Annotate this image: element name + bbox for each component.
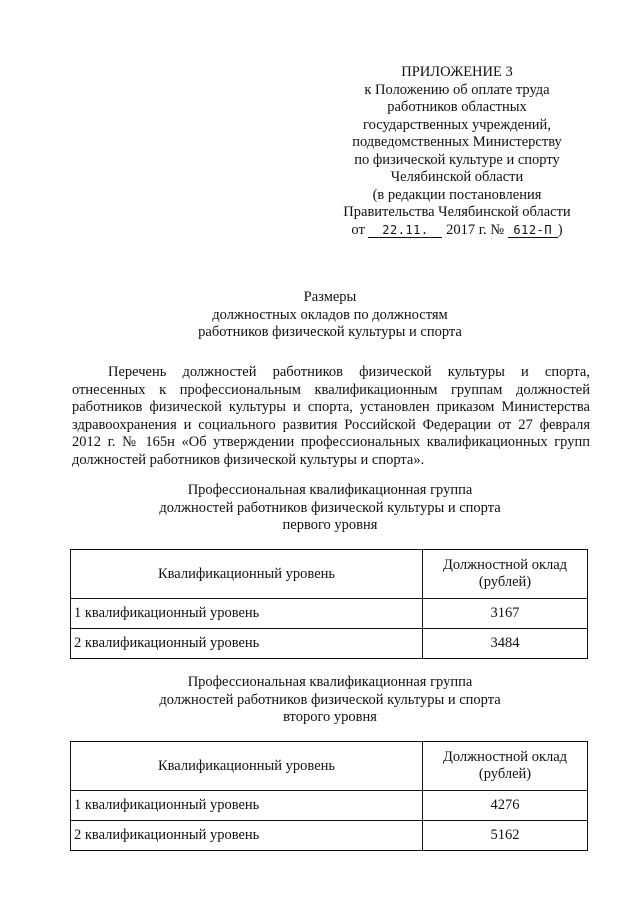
group-heading-first-level: [100, 482, 560, 535]
appendix-line: Правительства Челябинской области: [343, 204, 571, 220]
group-heading-line: первого уровня: [282, 517, 378, 533]
group-heading-second-level: [100, 674, 560, 727]
resolution-number: 612-П: [508, 223, 558, 238]
group-heading-line: должностей работников физической культуры и спорта: [159, 691, 501, 708]
cell-salary: 4276: [423, 791, 588, 821]
paragraph-line: работников физической культуры и спорта, установлен приказом Министерства: [72, 399, 590, 415]
appendix-title: ПРИЛОЖЕНИЕ 3: [401, 64, 513, 80]
cell-level: 2 квалификационный уровень: [71, 629, 423, 659]
close-paren: ): [557, 221, 563, 238]
table-row: [71, 599, 588, 629]
paragraph-line: 2012 г. № 165н «Об утверждении профессиональных квалификационных групп: [72, 434, 590, 450]
title-line: Размеры: [303, 289, 357, 305]
appendix-line: подведомственных Министерству: [352, 134, 562, 150]
table-header-row: [71, 550, 588, 599]
title-line: работников физической культуры и спорта: [198, 324, 462, 340]
cell-level: 2 квалификационный уровень: [71, 821, 423, 851]
table-row: [71, 821, 588, 851]
cell-salary: 3484: [423, 629, 588, 659]
paragraph-line: отнесенных к профессиональным квалификационным группам должностей: [72, 381, 590, 398]
cell-salary: 3167: [423, 599, 588, 629]
appendix-line: к Положению об оплате труда: [364, 81, 550, 98]
cell-salary: 5162: [423, 821, 588, 851]
header-salary-unit: (рублей): [478, 766, 532, 782]
appendix-line: Челябинской области: [390, 169, 524, 185]
cell-level: 1 квалификационный уровень: [71, 599, 423, 629]
paragraph-line: здравоохранения и социального развития Российской Федерации от 27 февраля: [72, 416, 590, 433]
header-qualification-level: Квалификационный уровень: [71, 742, 423, 791]
salary-table-second-level: [70, 741, 588, 851]
header-salary-line: Должностной оклад: [442, 748, 568, 765]
group-heading-line: Профессиональная квалификационная группа: [187, 674, 473, 690]
appendix-line: (в редакции постановления: [372, 186, 542, 203]
resolution-date: 22.11.: [368, 223, 442, 238]
cell-level: 1 квалификационный уровень: [71, 791, 423, 821]
table-row: [71, 629, 588, 659]
appendix-line: государственных учреждений,: [363, 116, 551, 133]
header-salary: [423, 742, 588, 791]
intro-paragraph: [72, 364, 590, 469]
header-salary: [423, 550, 588, 599]
header-qualification-level: Квалификационный уровень: [71, 550, 423, 599]
appendix-date-line: [322, 222, 592, 240]
group-heading-line: Профессиональная квалификационная группа: [187, 482, 473, 498]
group-heading-line: должностей работников физической культуры и спорта: [159, 499, 501, 516]
title-line: должностных окладов по должностям: [212, 306, 448, 323]
salary-table-first-level: [70, 549, 588, 659]
document-title: [120, 289, 540, 342]
appendix-line: работников областных: [387, 99, 527, 115]
paragraph-line: Перечень должностей работников физической культуры и спорта,: [108, 364, 590, 380]
table-row: [71, 791, 588, 821]
table-header-row: [71, 742, 588, 791]
group-heading-line: второго уровня: [283, 709, 377, 725]
header-salary-line: Должностной оклад: [442, 556, 568, 573]
appendix-line: по физической культуре и спорту: [354, 151, 560, 168]
year-label: 2017 г. №: [446, 221, 505, 238]
appendix-header: [322, 64, 592, 239]
paragraph-line: должностей работников физической культуры и спорта».: [72, 451, 425, 468]
from-label: от: [351, 221, 365, 238]
header-salary-unit: (рублей): [478, 574, 532, 590]
